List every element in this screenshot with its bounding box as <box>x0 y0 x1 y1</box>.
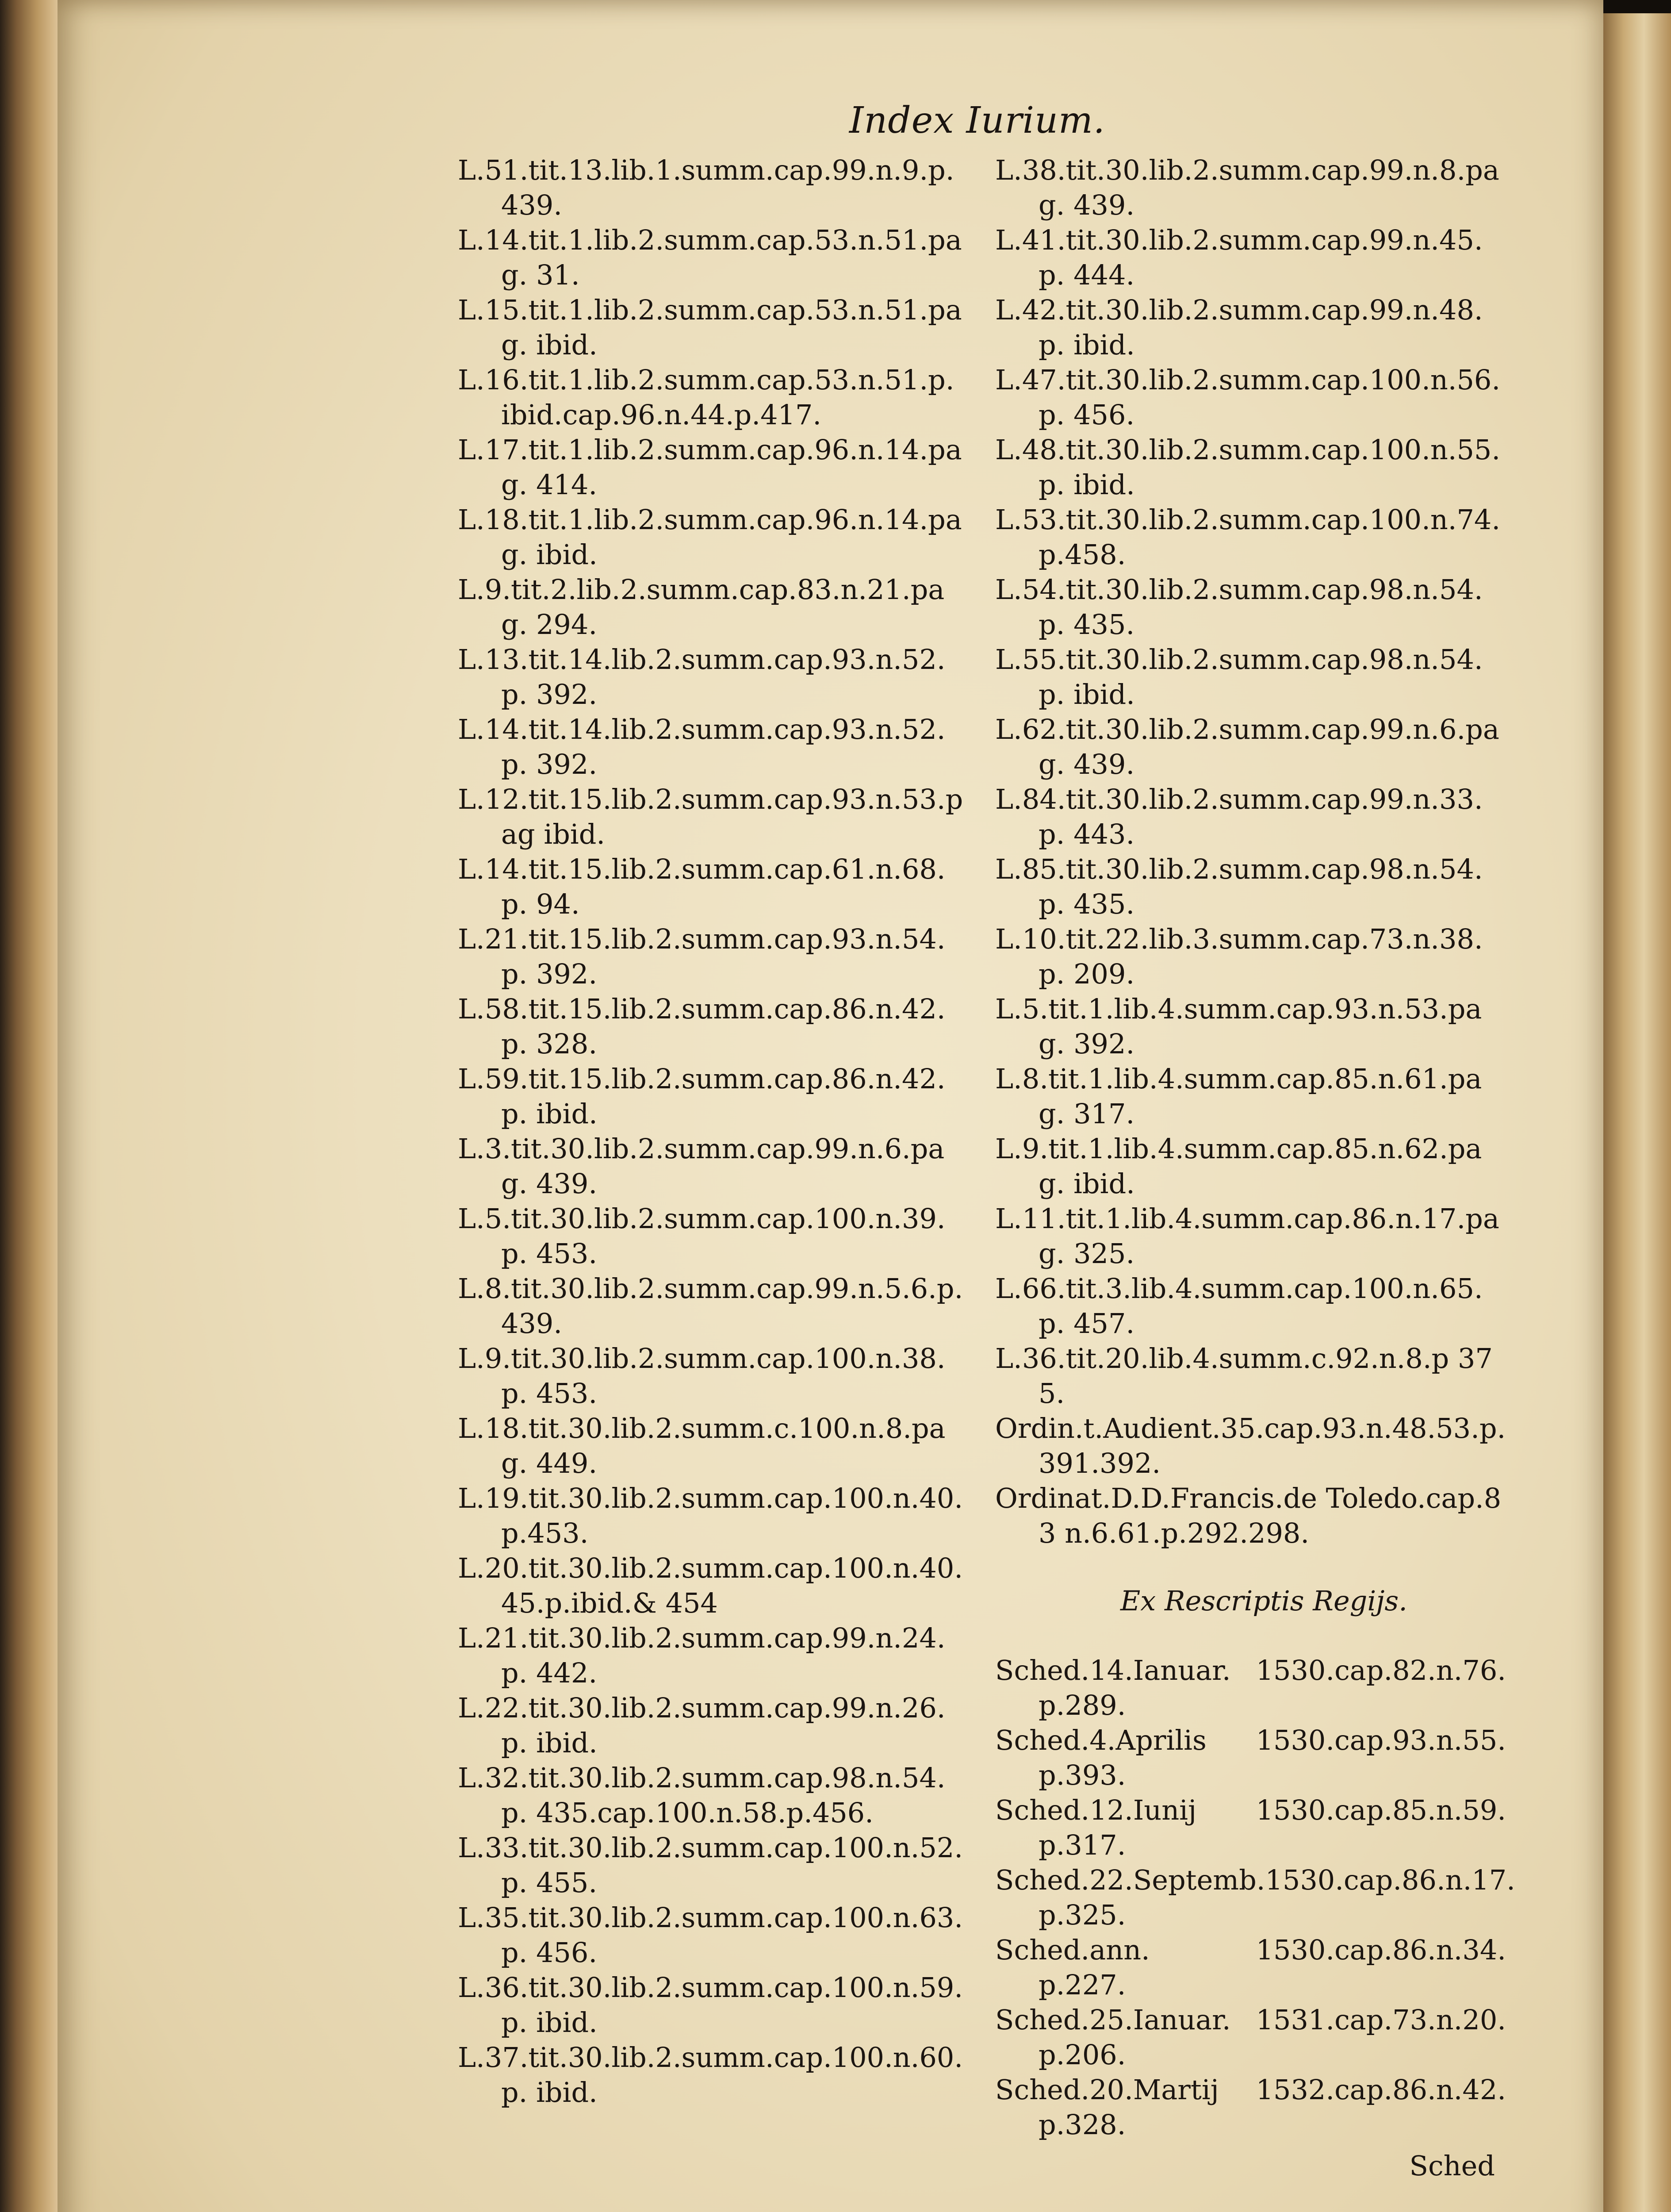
index-entry: L.36.tit.20.lib.4.summ.c.92.n.8.p 375. <box>995 1342 1493 1409</box>
index-entry: L.36.tit.30.lib.2.summ.cap.100.n.59.p. ibid. <box>458 1971 963 2039</box>
index-entry: L.9.tit.1.lib.4.summ.cap.85.n.62.pag. ibid. <box>995 1133 1482 1200</box>
rescript-ref: 1531.cap.73.n.20. <box>1256 2004 1506 2036</box>
right-entries <box>995 153 1506 1551</box>
index-entry: L.66.tit.3.lib.4.summ.cap.100.n.65.p. 457. <box>995 1272 1483 1340</box>
index-entry: L.20.tit.30.lib.2.summ.cap.100.n.40. 45.p.ibid.& 454 <box>458 1552 963 1619</box>
index-entry: L.8.tit.30.lib.2.summ.cap.99.n.5.6.p. 439. <box>458 1272 963 1340</box>
index-entry: L.19.tit.30.lib.2.summ.cap.100.n.40. p.453. <box>458 1482 963 1549</box>
rescript-entry <box>995 1863 1515 1932</box>
index-entry: L.9.tit.30.lib.2.summ.cap.100.n.38.p. 453. <box>458 1342 946 1409</box>
rescript-ref: 1530.cap.85.n.59. <box>1256 1794 1506 1826</box>
rescript-page: p.393. <box>1039 1759 1126 1791</box>
rescript-page: p.289. <box>1039 1689 1126 1721</box>
rescript-entry <box>995 2072 1506 2142</box>
index-entry: L.22.tit.30.lib.2.summ.cap.99.n.26.p. ibid. <box>458 1692 946 1759</box>
index-entry: L.51.tit.13.lib.1.summ.cap.99.n.9.p. 439. <box>458 154 954 221</box>
rescript-ref: 1530.cap.86.n.34. <box>1256 1934 1506 1966</box>
book-binding <box>0 0 66 2212</box>
section-title: Ex Rescriptis Regijs. <box>1120 1585 1407 1617</box>
rescript-ref: 1530.cap.86.n.17. <box>1265 1864 1515 1896</box>
rescript-ref: 1530.cap.93.n.55. <box>1256 1724 1506 1756</box>
running-header: Index Iurium. <box>849 100 1105 142</box>
index-entry: L.16.tit.1.lib.2.summ.cap.53.n.51.p. ibid.cap.96.n.44.p.417. <box>458 364 954 431</box>
index-entry: L.14.tit.14.lib.2.summ.cap.93.n.52.p. 392. <box>458 713 946 780</box>
index-entry: L.17.tit.1.lib.2.summ.cap.96.n.14.pag. 414. <box>458 434 962 501</box>
rescript-date: Sched.22.Septemb. <box>995 1864 1265 1896</box>
index-entry: L.5.tit.30.lib.2.summ.cap.100.n.39.p. 453. <box>458 1202 946 1270</box>
index-entry: L.11.tit.1.lib.4.summ.cap.86.n.17.pag. 325. <box>995 1202 1499 1270</box>
index-entry: L.35.tit.30.lib.2.summ.cap.100.n.63.p. 456. <box>458 1901 963 1969</box>
index-entry: L.55.tit.30.lib.2.summ.cap.98.n.54.p. ibid. <box>995 643 1483 710</box>
index-entry: L.85.tit.30.lib.2.summ.cap.98.n.54.p. 435. <box>995 853 1483 920</box>
rescript-page: p.317. <box>1039 1829 1126 1861</box>
rescript-entry <box>995 1653 1506 1723</box>
rescript-page: p.325. <box>1039 1899 1126 1931</box>
index-entry: L.84.tit.30.lib.2.summ.cap.99.n.33.p. 443. <box>995 783 1483 850</box>
rescript-entry <box>995 1793 1506 1863</box>
rescripts-list <box>995 1653 1515 2142</box>
index-entry: Ordinat.D.D.Francis.de Toledo.cap.83 n.6.61.p.292.298. <box>995 1482 1502 1549</box>
rescript-date: Sched.14.Ianuar. <box>995 1654 1231 1686</box>
index-entry: L.62.tit.30.lib.2.summ.cap.99.n.6.pag. 439. <box>995 713 1499 780</box>
index-entry: L.53.tit.30.lib.2.summ.cap.100.n.74. p.458. <box>995 503 1501 571</box>
rescript-entry <box>995 1932 1506 2002</box>
index-entry: L.9.tit.2.lib.2.summ.cap.83.n.21.pag. 294. <box>458 573 945 641</box>
index-entry: L.21.tit.15.lib.2.summ.cap.93.n.54.p. 392. <box>458 923 946 990</box>
index-entry: L.18.tit.30.lib.2.summ.c.100.n.8.pag. 449. <box>458 1412 946 1479</box>
index-entry: L.32.tit.30.lib.2.summ.cap.98.n.54.p. 435.cap.100.n.58.p.456. <box>458 1762 946 1829</box>
index-entry: L.59.tit.15.lib.2.summ.cap.86.n.42.p. ibid. <box>458 1063 946 1130</box>
right-column <box>995 153 1515 2212</box>
index-entry: L.15.tit.1.lib.2.summ.cap.53.n.51.pag. ibid. <box>458 294 962 361</box>
rescript-entry <box>995 2002 1506 2072</box>
index-entry: L.47.tit.30.lib.2.summ.cap.100.n.56.p. 456. <box>995 364 1501 431</box>
rescript-date: Sched.ann. <box>995 1934 1150 1966</box>
index-entry: L.21.tit.30.lib.2.summ.cap.99.n.24.p. 442. <box>458 1622 946 1689</box>
index-entry: L.33.tit.30.lib.2.summ.cap.100.n.52.p. 455. <box>458 1832 963 1899</box>
rescript-date: Sched.4.Aprilis <box>995 1724 1207 1756</box>
left-column <box>458 153 969 2212</box>
index-entry: L.18.tit.1.lib.2.summ.cap.96.n.14.pag. ibid. <box>458 503 962 571</box>
index-entry: L.38.tit.30.lib.2.summ.cap.99.n.8.pag. 439. <box>995 154 1499 221</box>
index-entry: L.12.tit.15.lib.2.summ.cap.93.n.53.pag ibid. <box>458 783 963 850</box>
index-entry: L.58.tit.15.lib.2.summ.cap.86.n.42.p. 328. <box>458 993 946 1060</box>
index-entry: L.10.tit.22.lib.3.summ.cap.73.n.38.p. 209. <box>995 923 1483 990</box>
index-entry: Ordin.t.Audient.35.cap.93.n.48.53.p. 391.392. <box>995 1412 1506 1479</box>
page-edge <box>1603 13 1671 2212</box>
rescript-page: p.328. <box>1039 2108 1126 2141</box>
rescript-ref: 1530.cap.82.n.76. <box>1256 1654 1506 1686</box>
index-entry: L.14.tit.15.lib.2.summ.cap.61.n.68.p. 94. <box>458 853 946 920</box>
index-entry: L.48.tit.30.lib.2.summ.cap.100.n.55.p. ibid. <box>995 434 1501 501</box>
index-entry: L.54.tit.30.lib.2.summ.cap.98.n.54.p. 435. <box>995 573 1483 641</box>
rescript-page: p.227. <box>1039 1969 1126 2001</box>
rescript-date: Sched.25.Ianuar. <box>995 2004 1231 2036</box>
index-entry: L.37.tit.30.lib.2.summ.cap.100.n.60.p. ibid. <box>458 2041 963 2108</box>
rescript-page: p.206. <box>1039 2039 1126 2071</box>
index-entry: L.42.tit.30.lib.2.summ.cap.99.n.48.p. ibid. <box>995 294 1483 361</box>
rescript-date: Sched.12.Iunij <box>995 1794 1197 1826</box>
index-entry: L.41.tit.30.lib.2.summ.cap.99.n.45.p. 444. <box>995 224 1483 291</box>
rescript-ref: 1532.cap.86.n.42. <box>1256 2074 1506 2106</box>
index-entry: L.14.tit.1.lib.2.summ.cap.53.n.51.pag. 31. <box>458 224 962 291</box>
index-entry: L.5.tit.1.lib.4.summ.cap.93.n.53.pag. 392. <box>995 993 1482 1060</box>
index-entry: L.13.tit.14.lib.2.summ.cap.93.n.52.p. 392. <box>458 643 946 710</box>
rescript-date: Sched.20.Martij <box>995 2074 1219 2106</box>
index-entry: L.8.tit.1.lib.4.summ.cap.85.n.61.pag. 317. <box>995 1063 1482 1130</box>
index-entry: L.3.tit.30.lib.2.summ.cap.99.n.6.pag. 439. <box>458 1133 945 1200</box>
rescript-entry <box>995 1723 1506 1793</box>
catchword: Sched <box>1409 2150 1495 2182</box>
